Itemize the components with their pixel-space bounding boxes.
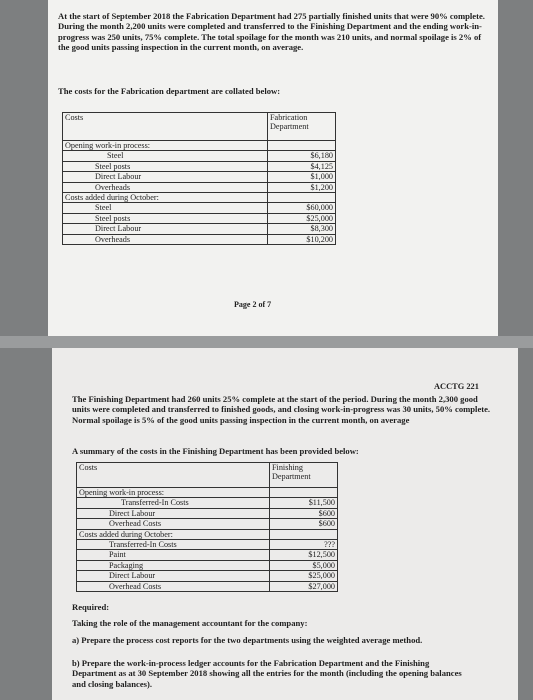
cost-item-label: Direct Labour — [77, 571, 270, 581]
cost-item-value: ??? — [270, 540, 338, 550]
table-row — [77, 550, 338, 560]
cost-item-label: Transferred-In Costs — [77, 498, 270, 508]
cost-item-value: $11,500 — [270, 498, 338, 508]
table-row — [77, 571, 338, 581]
table-row — [63, 203, 336, 213]
table-header-row — [77, 463, 338, 488]
fabrication-costs-heading: The costs for the Fabrication department are collated below: — [58, 86, 281, 96]
cost-item-label: Opening work-in process: — [77, 488, 270, 498]
table-row — [77, 508, 338, 518]
cost-item-value: $10,200 — [268, 234, 336, 244]
table-row — [63, 234, 336, 244]
finishing-intro: The Finishing Department had 260 units 25% complete at the start of the period. During the month 2,300 good units were completed and transferred to finished goods, and closing work-in-progress was 30 units, 50% complete. Normal spoilage is 5% of the good units passing inspection in the current month, on average — [72, 394, 491, 425]
cost-item-label: Overhead Costs — [77, 581, 270, 591]
page-separator — [0, 336, 533, 348]
cost-item-value: $600 — [270, 519, 338, 529]
table-header-costs: Costs — [63, 113, 268, 141]
cost-item-value: $5,000 — [270, 560, 338, 570]
fabrication-cost-table — [62, 112, 336, 245]
cost-item-label: Costs added during October: — [63, 193, 268, 203]
requirement-a: a) Prepare the process cost reports for the two departments using the weighted average method. — [72, 635, 423, 645]
fabrication-intro: At the start of September 2018 the Fabrication Department had 275 partially finished units that were 90% complete. During the month 2,200 units were completed and transferred to the Finishing Department and the ending work-in-progress was 250 units, 75% complete. The total spoilage for the month was 210 units, and normal spoilage is 2% of the good units passing inspection in the current month, on average. — [58, 11, 485, 53]
cost-item-value — [268, 193, 336, 203]
cost-item-value: $1,000 — [268, 172, 336, 182]
cost-item-value — [270, 529, 338, 539]
required-label: Required: — [72, 602, 110, 612]
table-row — [63, 182, 336, 192]
cost-item-value — [270, 488, 338, 498]
cost-item-label: Steel posts — [63, 161, 268, 171]
cost-item-label: Paint — [77, 550, 270, 560]
table-row — [63, 213, 336, 223]
table-row — [77, 519, 338, 529]
cost-item-value — [268, 141, 336, 151]
cost-item-label: Steel posts — [63, 213, 268, 223]
document-page-2 — [52, 348, 518, 700]
cost-item-value: $60,000 — [268, 203, 336, 213]
document-page-1 — [48, 0, 498, 336]
table-row — [77, 529, 338, 539]
table-row — [77, 498, 338, 508]
cost-item-label: Steel — [63, 151, 268, 161]
table-header-row — [63, 113, 336, 141]
table-row — [63, 172, 336, 182]
table-header-department: Fabrication Department — [268, 113, 336, 141]
role-line: Taking the role of the management accountant for the company: — [72, 618, 308, 628]
cost-item-label: Direct Labour — [77, 508, 270, 518]
cost-item-value: $8,300 — [268, 224, 336, 234]
table-row — [77, 581, 338, 591]
cost-item-label: Overhead Costs — [77, 519, 270, 529]
table-row — [77, 488, 338, 498]
cost-item-value: $6,180 — [268, 151, 336, 161]
cost-item-label: Overheads — [63, 182, 268, 192]
table-row — [63, 193, 336, 203]
table-row — [63, 141, 336, 151]
requirement-b: b) Prepare the work-in-process ledger accounts for the Fabrication Department and the Finishing Department as at 30 September 2018 showing all the entries for the month (including the opening balances and closing balances). — [72, 658, 462, 689]
cost-item-label: Steel — [63, 203, 268, 213]
cost-item-label: Direct Labour — [63, 172, 268, 182]
finishing-summary-heading: A summary of the costs in the Finishing Department has been provided below: — [72, 446, 359, 456]
page-number: Page 2 of 7 — [234, 300, 272, 309]
course-code: ACCTG 221 — [434, 382, 479, 391]
cost-item-label: Transferred-In Costs — [77, 540, 270, 550]
cost-item-value: $4,125 — [268, 161, 336, 171]
cost-item-value: $25,000 — [270, 571, 338, 581]
table-row — [63, 151, 336, 161]
table-row — [77, 540, 338, 550]
cost-item-value: $12,500 — [270, 550, 338, 560]
table-header-costs: Costs — [77, 463, 270, 488]
cost-item-label: Opening work-in process: — [63, 141, 268, 151]
finishing-cost-table — [76, 462, 338, 592]
table-row — [63, 224, 336, 234]
table-header-department: Finishing Department — [270, 463, 338, 488]
cost-item-value: $27,000 — [270, 581, 338, 591]
cost-item-value: $1,200 — [268, 182, 336, 192]
table-row — [77, 560, 338, 570]
cost-item-label: Direct Labour — [63, 224, 268, 234]
cost-item-value: $25,000 — [268, 213, 336, 223]
cost-item-label: Costs added during October: — [77, 529, 270, 539]
cost-item-value: $600 — [270, 508, 338, 518]
cost-item-label: Packaging — [77, 560, 270, 570]
table-row — [63, 161, 336, 171]
cost-item-label: Overheads — [63, 234, 268, 244]
